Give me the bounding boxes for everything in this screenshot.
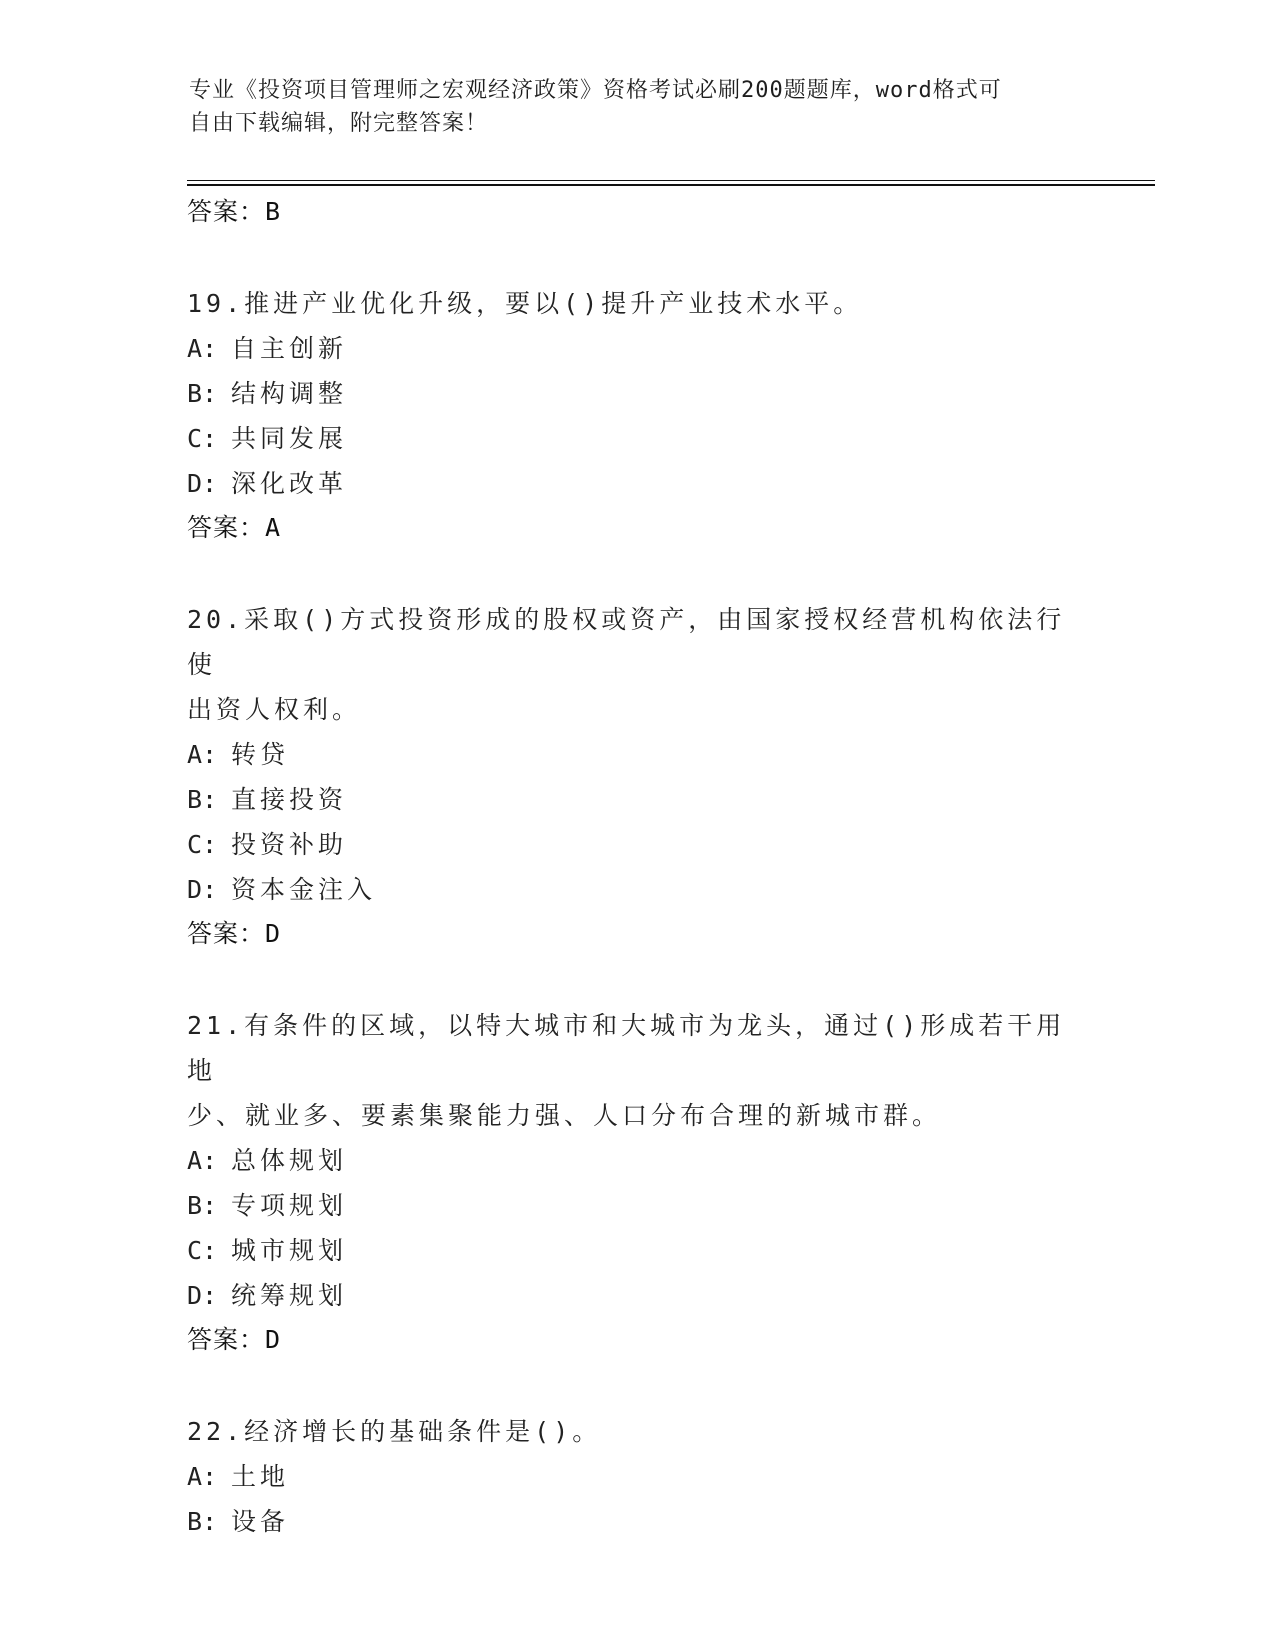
header-line-1: 专业《投资项目管理师之宏观经济政策》资格考试必刷200题题库，word格式可 bbox=[189, 78, 1002, 103]
spacer bbox=[187, 956, 1087, 1003]
option-c bbox=[187, 1228, 1087, 1273]
option-key: A: bbox=[187, 740, 218, 769]
option-c bbox=[187, 822, 1087, 867]
answer-label: 答案： bbox=[187, 919, 266, 948]
option-b bbox=[187, 777, 1087, 822]
question-stem-line-2: 少、就业多、要素集聚能力强、人口分布合理的新城市群。 bbox=[187, 1101, 942, 1130]
answer-line bbox=[187, 190, 1087, 234]
option-text: 投资补助 bbox=[231, 830, 348, 859]
option-b bbox=[187, 371, 1087, 416]
option-d bbox=[187, 461, 1087, 506]
option-text: 深化改革 bbox=[231, 469, 348, 498]
answer-line bbox=[187, 506, 1087, 550]
question-stem: 推进产业优化升级，要以()提升产业技术水平。 bbox=[244, 289, 863, 318]
answer-label: 答案： bbox=[187, 197, 266, 226]
option-a bbox=[187, 1138, 1087, 1183]
option-key: D: bbox=[187, 469, 218, 498]
option-a bbox=[187, 732, 1087, 777]
question-stem: 经济增长的基础条件是()。 bbox=[244, 1417, 602, 1446]
question-number: 19. bbox=[187, 289, 245, 318]
document-header bbox=[189, 74, 1089, 140]
option-key: A: bbox=[187, 1146, 218, 1175]
question-number: 20. bbox=[187, 605, 245, 634]
option-key: B: bbox=[187, 1191, 218, 1220]
question-22 bbox=[187, 1409, 1087, 1454]
option-text: 共同发展 bbox=[231, 424, 348, 453]
header-line-2: 自由下载编辑，附完整答案！ bbox=[189, 111, 489, 136]
option-d bbox=[187, 867, 1087, 912]
question-number: 21. bbox=[187, 1011, 245, 1040]
question-19 bbox=[187, 281, 1087, 326]
option-text: 直接投资 bbox=[231, 785, 348, 814]
header-rule-thin bbox=[187, 180, 1155, 181]
option-text: 城市规划 bbox=[231, 1236, 348, 1265]
option-a bbox=[187, 1454, 1087, 1499]
option-text: 统筹规划 bbox=[231, 1281, 348, 1310]
option-key: D: bbox=[187, 1281, 218, 1310]
option-text: 土地 bbox=[231, 1462, 290, 1491]
header-rule-thick bbox=[187, 184, 1155, 186]
option-d bbox=[187, 1273, 1087, 1318]
question-21 bbox=[187, 1003, 1087, 1138]
question-number: 22. bbox=[187, 1417, 245, 1446]
option-key: A: bbox=[187, 334, 218, 363]
answer-value: A bbox=[265, 513, 282, 542]
option-key: B: bbox=[187, 1507, 218, 1536]
option-b bbox=[187, 1499, 1087, 1544]
option-key: C: bbox=[187, 1236, 218, 1265]
question-stem-line-1 bbox=[187, 597, 1087, 687]
answer-value: D bbox=[265, 919, 282, 948]
option-text: 专项规划 bbox=[231, 1191, 348, 1220]
option-key: D: bbox=[187, 875, 218, 904]
question-stem: 采取()方式投资形成的股权或资产，由国家授权经营机构依法行使 bbox=[187, 605, 1066, 679]
option-key: A: bbox=[187, 1462, 218, 1491]
option-c bbox=[187, 416, 1087, 461]
answer-label: 答案： bbox=[187, 1325, 266, 1354]
spacer bbox=[187, 1362, 1087, 1409]
option-key: B: bbox=[187, 785, 218, 814]
question-stem-line-1 bbox=[187, 1003, 1087, 1093]
option-text: 自主创新 bbox=[231, 334, 348, 363]
question-stem: 有条件的区域，以特大城市和大城市为龙头，通过()形成若干用地 bbox=[187, 1011, 1066, 1085]
question-20 bbox=[187, 597, 1087, 732]
option-text: 结构调整 bbox=[231, 379, 348, 408]
option-key: B: bbox=[187, 379, 218, 408]
option-text: 转贷 bbox=[231, 740, 290, 769]
option-key: C: bbox=[187, 830, 218, 859]
option-text: 设备 bbox=[231, 1507, 290, 1536]
option-text: 资本金注入 bbox=[231, 875, 377, 904]
answer-value: D bbox=[265, 1325, 282, 1354]
option-key: C: bbox=[187, 424, 218, 453]
option-text: 总体规划 bbox=[231, 1146, 348, 1175]
spacer bbox=[187, 550, 1087, 597]
question-stem-line-2: 出资人权利。 bbox=[187, 695, 362, 724]
answer-line bbox=[187, 912, 1087, 956]
answer-value: B bbox=[265, 197, 282, 226]
answer-line bbox=[187, 1318, 1087, 1362]
question-list bbox=[187, 190, 1087, 1544]
option-a bbox=[187, 326, 1087, 371]
spacer bbox=[187, 234, 1087, 281]
answer-label: 答案： bbox=[187, 513, 266, 542]
option-b bbox=[187, 1183, 1087, 1228]
